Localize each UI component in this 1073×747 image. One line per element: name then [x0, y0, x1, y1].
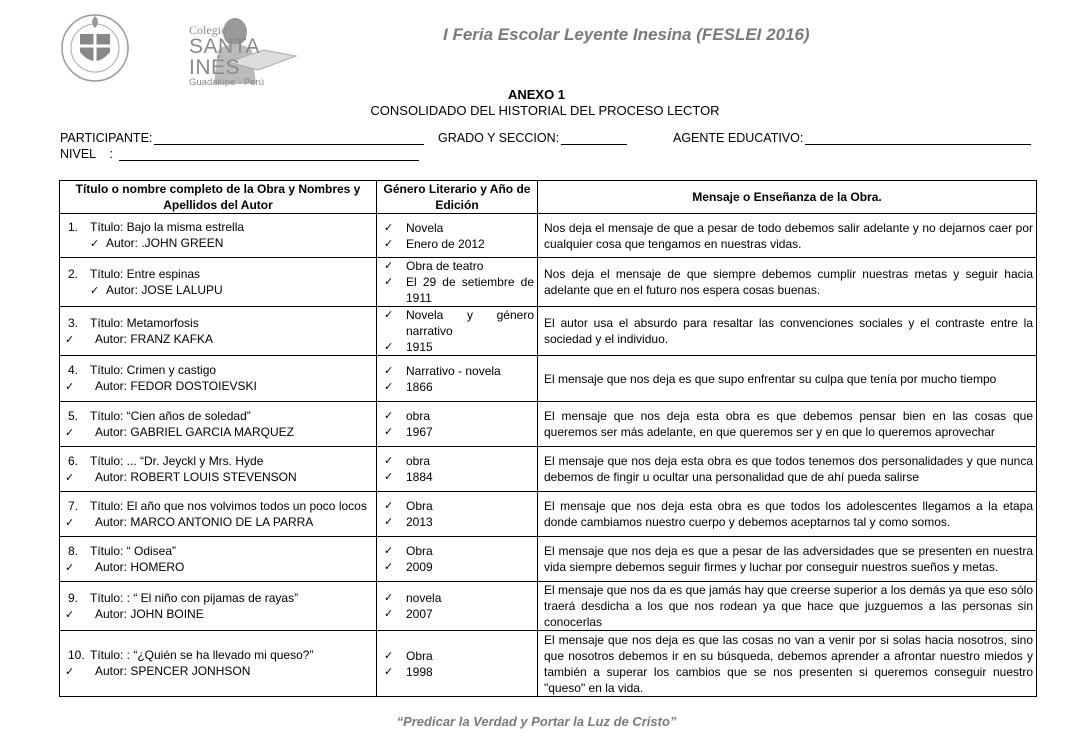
school-logo	[58, 10, 298, 86]
check-icon: ✓	[384, 561, 394, 573]
title-author-cell: 6. Título: ... “Dr. Jeyckl y Mrs. Hyde ✓ Autor: ROBERT LOUIS STEVENSON	[60, 447, 377, 492]
message-cell: El mensaje que nos deja esta obra es que debemos pensar bien en las cosas que queremos ser más adelante, en que queremos ser y en que lo queremos aprovechar	[538, 402, 1037, 447]
title-author-cell: 7. Título: El año que nos volvimos todos un poco locos ✓ Autor: MARCO ANTONIO DE LA PARRA	[60, 492, 377, 537]
header-genre-year: Género Literario y Año de Edición	[377, 181, 538, 214]
genre-year-cell	[377, 402, 538, 447]
check-icon: ✓	[65, 666, 75, 678]
message-cell: El mensaje que nos da es que jamás hay que creerse superior a los demás ya que eso sólo traerá desdicha a los que nos rodean ya que hace que juzguemos a las personas sin conocerlas	[538, 582, 1037, 631]
check-icon: ✓	[384, 364, 394, 377]
genre-item: ✓ El 29 de setiembre de 1911	[380, 274, 534, 306]
check-icon: ✓	[384, 516, 394, 528]
genre-item: ✓ 2009	[380, 559, 534, 575]
genre-item: ✓ novela	[380, 590, 534, 606]
genre-item: ✓ 1967	[380, 424, 534, 440]
genre-year-cell	[377, 631, 538, 697]
annex-title: ANEXO 1	[507, 87, 566, 102]
title-author-cell: 10. Título: : “¿Quién se ha llevado mi queso?” ✓ Autor: SPENCER JONHSON	[60, 631, 377, 697]
reading-history-table	[59, 180, 1037, 697]
genre-item: ✓ 1915	[380, 339, 534, 355]
message-cell: El mensaje que nos deja esta obra es que todos los adolescentes llegamos a la etapa donde cambiamos nuestro cuerpo y debemos aceptarnos tal y como somos.	[538, 492, 1037, 537]
book-title: Título: Crimen y castigo	[90, 363, 217, 377]
table-row	[60, 492, 1037, 537]
book-title: Título: “Cien años de soledad”	[90, 408, 251, 423]
genre-item: ✓ 2013	[380, 514, 534, 530]
book-author: Autor: JOSE LALUPU	[106, 282, 223, 297]
genre-year-cell	[377, 307, 538, 356]
genre-item: ✓ Novela y género narrativo	[380, 307, 534, 339]
document-subtitle: CONSOLIDADO DEL HISTORIAL DEL PROCESO LECTOR	[370, 103, 720, 118]
genre-year-cell	[377, 537, 538, 582]
title-author-cell: 2. Título: Entre espinas ✓ Autor: JOSE LALUPU	[60, 258, 377, 307]
book-title: Título: El año que nos volvimos todos un poco locos	[90, 498, 367, 513]
genre-year-cell	[377, 582, 538, 631]
check-icon: ✓	[384, 608, 394, 620]
header-title-author: Título o nombre completo de la Obra y Nombres y Apellidos del Autor	[60, 181, 377, 214]
title-author-cell: 3. Título: Metamorfosis ✓ Autor: FRANZ KAFKA	[60, 307, 377, 356]
book-author: Autor: ROBERT LOUIS STEVENSON	[95, 469, 297, 484]
book-author: Autor: FEDOR DOSTOIEVSKI	[95, 379, 257, 393]
title-author-cell: 4. Título: Crimen y castigo ✓ Autor: FEDOR DOSTOIEVSKI	[60, 356, 377, 402]
check-icon: ✓	[384, 237, 394, 250]
event-title: I Feria Escolar Leyente Inesina (FESLEI 2016)	[443, 25, 810, 44]
check-icon: ✓	[384, 260, 394, 272]
title-author-cell: 5. Título: “Cien años de soledad” ✓ Autor: GABRIEL GARCIA MARQUEZ	[60, 402, 377, 447]
check-icon: ✓	[90, 238, 100, 250]
genre-year-cell	[377, 258, 538, 307]
check-icon: ✓	[65, 608, 75, 621]
genre-item: ✓ 1884	[380, 469, 534, 485]
book-title: Título: Entre espinas	[90, 266, 201, 281]
genre-year-cell	[377, 356, 538, 402]
check-icon: ✓	[384, 221, 394, 234]
genre-item: ✓ Obra	[380, 543, 534, 559]
message-cell: El mensaje que nos deja es que supo enfrentar su culpa que tenía por mucho tiempo	[538, 356, 1037, 402]
check-icon: ✓	[65, 426, 75, 439]
genre-item: ✓ Obra de teatro	[380, 258, 534, 274]
genre-item: ✓ obra	[380, 453, 534, 469]
title-author-cell: 8. Título: “ Odisea” ✓ Autor: HOMERO	[60, 537, 377, 582]
agente-field[interactable]: AGENTE EDUCATIVO:	[673, 131, 1031, 145]
genre-item: ✓ 1866	[380, 379, 534, 395]
table-row	[60, 214, 1037, 258]
table-row	[60, 258, 1037, 307]
book-author: Autor: JOHN BOINE	[95, 606, 204, 621]
book-author: Autor: SPENCER JONHSON	[95, 664, 251, 678]
genre-item: ✓ 2007	[380, 606, 534, 622]
check-icon: ✓	[65, 516, 75, 529]
title-author-cell: 9. Título: : “ El niño con pijamas de rayas” ✓ Autor: JOHN BOINE	[60, 582, 377, 631]
genre-item: ✓ Novela	[380, 220, 534, 236]
check-icon: ✓	[384, 665, 394, 678]
table-row	[60, 537, 1037, 582]
message-cell: El mensaje que nos deja es que las cosas no van a venir por si solas hacia nosotros, sino que nosotros debemos ir en su búsqueda, debemos aprender a afrontar nuestro miedos y también a superar los cambios que se nos presenten si queremos conseguir nuestro "queso" en la vida.	[538, 631, 1037, 697]
table-row	[60, 356, 1037, 402]
check-icon: ✓	[384, 276, 394, 288]
book-title: Título: : “ El niño con pijamas de rayas”	[90, 590, 299, 605]
table-row	[60, 631, 1037, 697]
message-cell: El autor usa el absurdo para resaltar las convenciones sociales y el contraste entre la sociedad y el individuo.	[538, 307, 1037, 356]
genre-item: ✓ Enero de 2012	[380, 236, 534, 252]
book-title: Título: : “¿Quién se ha llevado mi queso?”	[90, 648, 314, 662]
check-icon: ✓	[384, 471, 394, 483]
book-title: Título: “ Odisea”	[90, 543, 177, 558]
genre-item: ✓ obra	[380, 408, 534, 424]
check-icon: ✓	[384, 341, 394, 353]
check-icon: ✓	[65, 381, 75, 393]
book-author: Autor: GABRIEL GARCIA MARQUEZ	[95, 424, 294, 439]
message-cell: Nos deja el mensaje de que siempre debemos cumplir nuestras metas y seguir hacia adelante que en el futuro nos espera cosas buenas.	[538, 258, 1037, 307]
participante-field[interactable]: PARTICIPANTE:	[60, 131, 424, 145]
genre-item: ✓ Narrativo - novela	[380, 363, 534, 379]
book-title: Título: Bajo la misma estrella	[90, 220, 245, 234]
book-author: Autor: .JOHN GREEN	[106, 236, 224, 250]
genre-year-cell	[377, 447, 538, 492]
book-author: Autor: FRANZ KAFKA	[95, 331, 214, 346]
table-row	[60, 402, 1037, 447]
check-icon: ✓	[90, 284, 100, 297]
check-icon: ✓	[384, 592, 394, 604]
genre-year-cell	[377, 492, 538, 537]
book-title: Título: ... “Dr. Jeyckl y Mrs. Hyde	[90, 453, 264, 468]
table-row	[60, 447, 1037, 492]
grado-field[interactable]: GRADO Y SECCION:	[438, 131, 627, 145]
book-title: Título: Metamorfosis	[90, 315, 199, 330]
genre-year-cell	[377, 214, 538, 258]
school-name: Colegio SANTA INÉS Guadalupe - Perú	[189, 23, 264, 88]
message-cell: El mensaje que nos deja esta obra es que todos tenemos dos personalidades y que nunca debemos de fingir u ocultar una personalidad que de ahí pueda salirse	[538, 447, 1037, 492]
check-icon: ✓	[65, 561, 75, 574]
check-icon: ✓	[384, 455, 394, 467]
check-icon: ✓	[384, 426, 394, 438]
table-row	[60, 582, 1037, 631]
check-icon: ✓	[384, 380, 394, 393]
genre-item: ✓ 1998	[380, 664, 534, 680]
check-icon: ✓	[65, 471, 75, 484]
genre-item: ✓ Obra	[380, 498, 534, 514]
check-icon: ✓	[384, 309, 394, 321]
title-author-cell: 1. Título: Bajo la misma estrella ✓ Autor: .JOHN GREEN	[60, 214, 377, 258]
book-author: Autor: MARCO ANTONIO DE LA PARRA	[95, 514, 314, 529]
table-row	[60, 307, 1037, 356]
footer-motto: “Predicar la Verdad y Portar la Luz de Cristo”	[396, 714, 677, 729]
message-cell: Nos deja el mensaje de que a pesar de todo debemos salir adelante y no dejarnos caer por cualquier cosa que tengamos en nuestras vidas.	[538, 214, 1037, 258]
header-message: Mensaje o Enseñanza de la Obra.	[538, 181, 1037, 214]
nivel-field[interactable]: NIVEL :	[60, 147, 419, 161]
check-icon: ✓	[384, 649, 394, 662]
message-cell: El mensaje que nos deja es que a pesar de las adversidades que se presenten en nuestra vida siempre debemos seguir firmes y luchar por conseguir nuestros sueños y metas.	[538, 537, 1037, 582]
check-icon: ✓	[384, 500, 394, 512]
check-icon: ✓	[384, 545, 394, 557]
check-icon: ✓	[384, 410, 394, 422]
genre-item: ✓ Obra	[380, 648, 534, 664]
check-icon: ✓	[65, 333, 75, 346]
book-author: Autor: HOMERO	[95, 559, 185, 574]
